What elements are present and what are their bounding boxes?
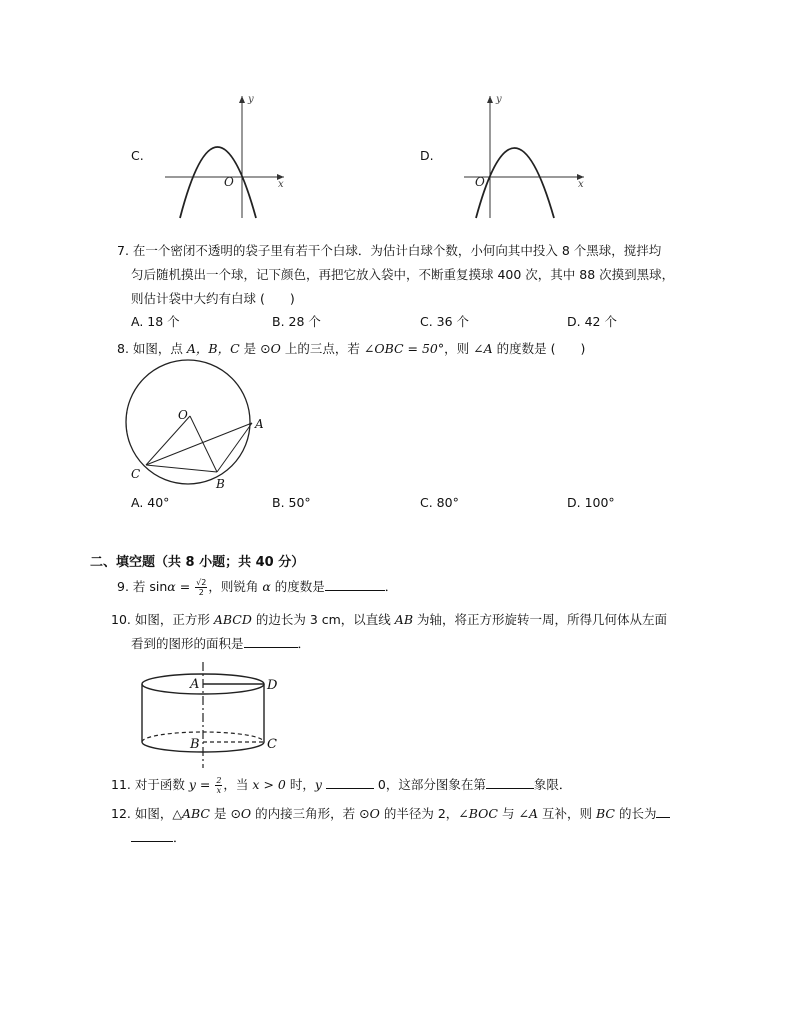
q9-den: 2 xyxy=(198,588,204,597)
q8-prefix: 8. 如图，点 xyxy=(117,341,183,356)
q8-angle: ∠OBC = 50° xyxy=(363,341,445,356)
q12-bc: BC xyxy=(595,806,615,821)
q10-answer-blank[interactable] xyxy=(244,635,298,648)
q12-o: O xyxy=(240,806,252,821)
axis-y-label: y xyxy=(496,94,502,105)
q8-mid: 是 ⊙ xyxy=(243,341,271,356)
q12-mid: 是 ⊙ xyxy=(213,806,241,821)
q7-line-1: 7. 在一个密闭不透明的袋子里有若干个白球．为估计白球个数，小何向其中投入 8 个黑球，搅拌均 xyxy=(117,243,662,258)
q8-suffix: 的度数是 ( ) xyxy=(496,341,586,356)
q7-option-b: B. 28 个 xyxy=(272,314,321,329)
q6-graph-c xyxy=(160,92,292,224)
segment-ca xyxy=(146,423,252,465)
q10-line-1 xyxy=(111,610,667,628)
q11-num: 2 xyxy=(216,776,222,785)
q12-suffix: 的长为 xyxy=(618,806,657,821)
q11-answer-blank-1[interactable] xyxy=(326,776,374,789)
q11-prefix: 11. 对于函数 xyxy=(111,777,185,792)
q11-end: 象限． xyxy=(533,777,572,792)
q10-line2-text: 看到的图形的面积是 xyxy=(131,636,244,651)
q12-mid2: 的内接三角形，若 ⊙ xyxy=(255,806,370,821)
q8-angle-a: ∠A xyxy=(473,341,493,356)
q12-boc: ∠BOC xyxy=(458,806,498,821)
q10-line-2 xyxy=(131,634,310,652)
axis-y-label: y xyxy=(248,94,254,105)
q8-circle-figure xyxy=(118,358,278,492)
label-c: C xyxy=(267,737,277,752)
label-d: D xyxy=(267,678,278,693)
q8-circle: O xyxy=(270,341,281,356)
label-b: B xyxy=(216,477,225,491)
q12-tri: △ABC xyxy=(172,806,210,821)
q11-mid: ，当 xyxy=(223,777,249,792)
q8-option-c: C. 80° xyxy=(420,495,459,510)
q10-end: ． xyxy=(297,636,311,651)
q9-suffix: 的度数是 xyxy=(274,579,325,594)
q7-option-d: D. 42 个 xyxy=(567,314,617,329)
q8-mid2: 上的三点，若 xyxy=(284,341,360,356)
q10-prefix: 10. 如图，正方形 xyxy=(111,612,210,627)
q6-graph-d xyxy=(460,92,592,224)
q6-option-c-label: C. xyxy=(131,148,144,163)
q11-y: y xyxy=(314,777,322,792)
q6-option-d-label: D. xyxy=(420,148,434,163)
q11-answer-blank-2[interactable] xyxy=(486,776,534,789)
y-axis-arrow xyxy=(239,96,245,103)
origin-label: O xyxy=(224,175,234,189)
y-axis-arrow xyxy=(487,96,493,103)
axis-x-label: x xyxy=(278,179,284,190)
parabola-curve xyxy=(476,148,554,218)
q11-cond: x > 0 xyxy=(252,777,286,792)
label-a: A xyxy=(190,677,200,692)
q11-stem xyxy=(111,775,571,795)
segment-oc xyxy=(146,416,190,465)
q7-line-3: 则估计袋中大约有白球 ( ) xyxy=(131,291,295,306)
q10-suffix: 为轴，将正方形旋转一周，所得几何体从左面 xyxy=(417,612,668,627)
q12-answer-blank-2[interactable] xyxy=(131,829,173,842)
q10-mid: 的边长为 3 cm，以直线 xyxy=(255,612,391,627)
q12-answer-blank-1[interactable] xyxy=(656,805,670,818)
label-o: O xyxy=(178,408,188,422)
parabola-curve xyxy=(180,147,256,218)
q9-mid: ，则锐角 xyxy=(208,579,259,594)
q9-answer-blank[interactable] xyxy=(325,578,385,591)
q9-prefix: 9. 若 sin xyxy=(117,579,168,594)
q12-stem xyxy=(111,804,670,822)
q9-num: √2 xyxy=(196,578,207,587)
q8-option-d: D. 100° xyxy=(567,495,615,510)
q11-den: x xyxy=(216,786,222,795)
q11-mid2: 时， xyxy=(289,777,315,792)
q12-mid4: 与 xyxy=(501,806,515,821)
q9-alpha-2: α xyxy=(262,579,271,594)
q7-line-2: 匀后随机摸出一个球，记下颜色，再把它放入袋中，不断重复摸球 400 次，其中 88 次摸到黑球， xyxy=(131,267,675,282)
q12-a: ∠A xyxy=(518,806,538,821)
q8-option-a: A. 40° xyxy=(131,495,170,510)
q8-points: A，B，C xyxy=(186,341,240,356)
q12-mid3: 的半径为 2， xyxy=(383,806,459,821)
circle-o xyxy=(126,360,250,484)
q9-alpha: α xyxy=(167,579,176,594)
segment-ob xyxy=(190,416,217,472)
q9-eq: = xyxy=(175,579,195,594)
q9-fraction xyxy=(195,578,207,597)
q12-o2: O xyxy=(369,806,380,821)
q12-mid5: 互补，则 xyxy=(541,806,592,821)
label-a: A xyxy=(255,417,264,431)
q11-func: y = xyxy=(188,777,215,792)
q9-end: ． xyxy=(384,579,398,594)
section-2-title: 二、填空题（共 8 小题；共 40 分） xyxy=(90,555,305,570)
q12-end: ． xyxy=(173,830,186,845)
q10-ab: AB xyxy=(394,612,414,627)
label-b: B xyxy=(190,737,200,752)
q8-mid3: ，则 xyxy=(444,341,470,356)
origin-label: O xyxy=(475,175,485,189)
q12-line-2 xyxy=(131,828,186,846)
segment-cb xyxy=(146,465,217,472)
q12-prefix: 12. 如图， xyxy=(111,806,173,821)
q11-fraction xyxy=(215,776,222,795)
q7-option-c: C. 36 个 xyxy=(420,314,470,329)
q8-option-b: B. 50° xyxy=(272,495,311,510)
axis-x-label: x xyxy=(578,179,584,190)
q9-stem xyxy=(117,577,397,597)
q11-mid3: 0，这部分图象在第 xyxy=(373,777,486,792)
q10-cylinder-figure xyxy=(136,660,286,772)
label-c: C xyxy=(131,467,141,481)
q7-option-a: A. 18 个 xyxy=(131,314,180,329)
q8-stem xyxy=(117,339,585,357)
q10-abcd: ABCD xyxy=(213,612,252,627)
